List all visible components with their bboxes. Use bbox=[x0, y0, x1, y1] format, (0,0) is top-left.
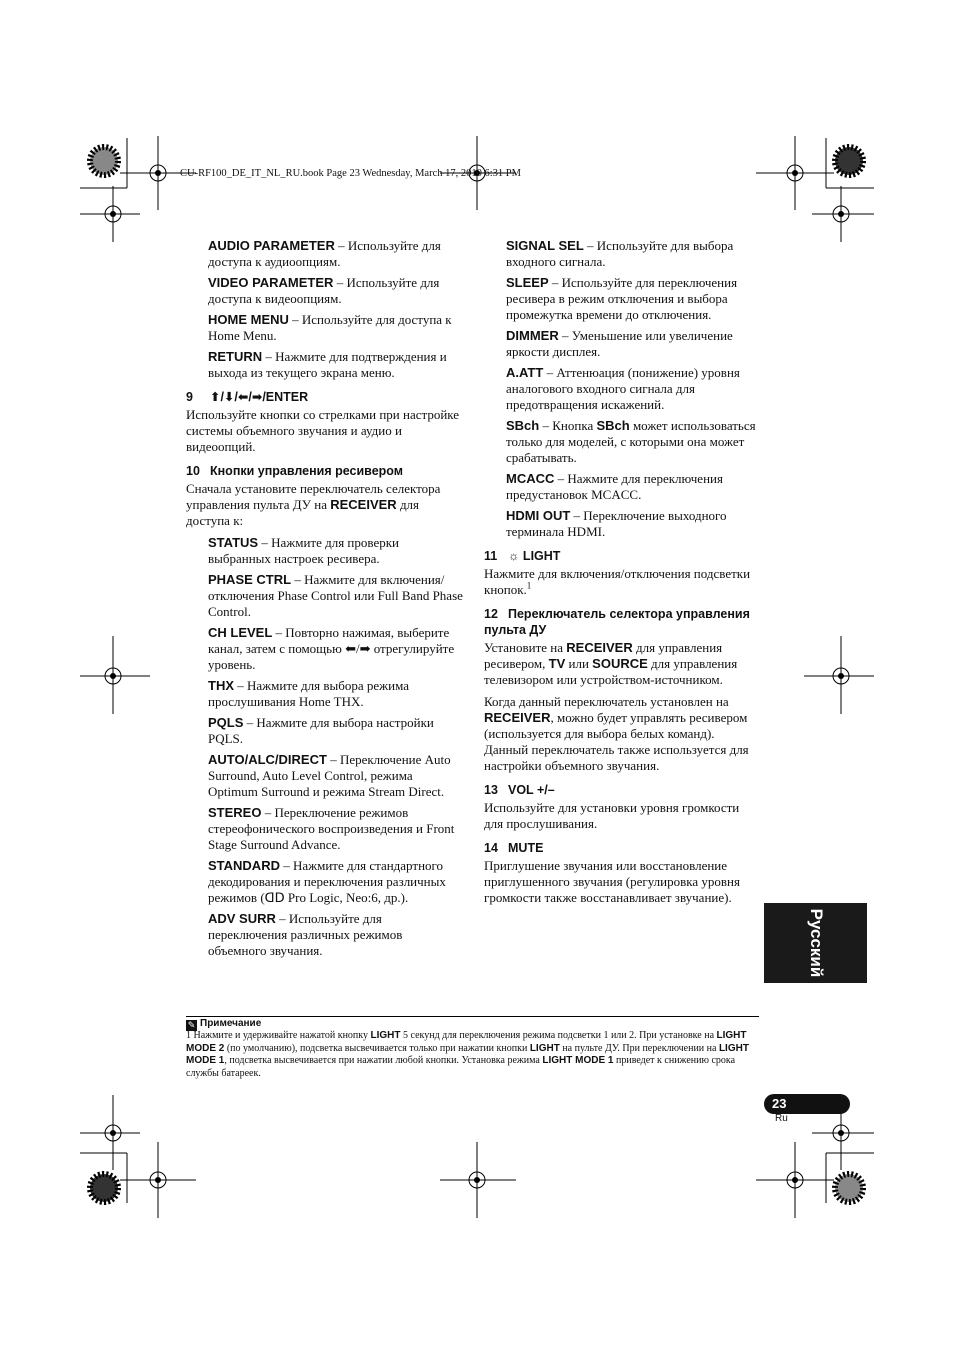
control-entry bbox=[208, 625, 464, 673]
section-14-title: MUTE bbox=[508, 841, 544, 855]
control-desc: – Нажмите для включения/отключения Phase Control или Full Band Phase Control. bbox=[208, 572, 463, 619]
control-desc: – Используйте для доступа к аудиоопциям. bbox=[208, 238, 441, 269]
control-entry bbox=[208, 535, 464, 567]
section-11-number: 11 bbox=[484, 549, 498, 563]
key-term: SOURCE bbox=[592, 656, 648, 671]
key-term: LIGHT bbox=[529, 1042, 560, 1054]
control-desc: – Используйте для доступа к видеоопциям. bbox=[208, 275, 440, 306]
left-column bbox=[186, 238, 464, 964]
note-body bbox=[186, 1030, 760, 1080]
text-run: (по умолчанию), подсветка высвечивается только при нажатии кнопки bbox=[224, 1042, 530, 1054]
control-entry bbox=[208, 911, 464, 959]
control-entry bbox=[208, 238, 464, 270]
section-11-body: Нажмите для включения/отключения подсветки кнопок. bbox=[484, 566, 751, 597]
control-desc: – Используйте для переключения ресивера в режим отключения и выбора промежутка времени до отключения. bbox=[506, 275, 738, 322]
control-key: DIMMER bbox=[506, 328, 559, 343]
section-14-text: Приглушение звучания или восстановление приглушенного звучания (регулировка уровня громкости также восстанавливает звучание). bbox=[484, 858, 740, 905]
text-run: 1 Нажмите и удерживайте нажатой кнопку bbox=[186, 1030, 371, 1041]
key-term: LIGHT MODE 2 bbox=[186, 1030, 747, 1054]
intro-text-a: Сначала установите переключатель селектора управления пульта ДУ на bbox=[186, 481, 441, 512]
control-desc: – Переключение Auto Surround, Auto Level Control, режима Optimum Surround и режима Stream Direct. bbox=[208, 752, 451, 799]
text-run: , подсветка высвечивается при нажатии любой кнопки. Установка режима bbox=[224, 1055, 543, 1066]
section-14-heading bbox=[484, 840, 760, 856]
control-entry bbox=[506, 508, 760, 540]
note-title: Примечание bbox=[200, 1018, 262, 1029]
right-entries bbox=[484, 238, 760, 540]
control-key: AUTO/ALC/DIRECT bbox=[208, 752, 327, 767]
control-desc: – Нажмите для выбора режима прослушивания Home THX. bbox=[208, 678, 409, 709]
control-key: A.ATT bbox=[506, 365, 544, 380]
section-11-text bbox=[484, 566, 760, 598]
control-key: SIGNAL SEL bbox=[506, 238, 584, 253]
section-12-heading bbox=[484, 606, 760, 638]
control-desc: – Используйте для выбора входного сигнала. bbox=[506, 238, 734, 269]
control-key: STANDARD bbox=[208, 858, 280, 873]
section-12-number: 12 bbox=[484, 607, 498, 621]
section-14-number: 14 bbox=[484, 841, 498, 855]
control-key: MCACC bbox=[506, 471, 555, 486]
control-entry bbox=[506, 365, 760, 413]
control-entry bbox=[506, 418, 760, 466]
section-11-title: ☼ LIGHT bbox=[508, 549, 561, 563]
page-number: 23 bbox=[772, 1096, 787, 1111]
control-key: SBch bbox=[596, 418, 630, 433]
section-11-heading bbox=[484, 548, 760, 564]
control-desc: – Нажмите для стандартного декодирования и переключения различных режимов (ᗡᗞ Pro Logic, Neo:6, др.). bbox=[208, 858, 446, 905]
control-key: HDMI OUT bbox=[506, 508, 571, 523]
section-10-heading bbox=[186, 463, 464, 479]
control-entry bbox=[506, 471, 760, 503]
text-run: , можно будет управлять ресивером (используется для выбора белых команд). Данный переключатель также используется для настройки объемного звучания. bbox=[484, 710, 749, 773]
control-key: THX bbox=[208, 678, 234, 693]
text-run: Когда данный переключатель установлен на bbox=[484, 694, 729, 709]
control-key: STATUS bbox=[208, 535, 259, 550]
control-desc: – Нажмите для подтверждения и выхода из текущего экрана меню. bbox=[208, 349, 447, 380]
text-run: для управления ресивером, bbox=[484, 640, 723, 671]
control-desc: – Повторно нажимая, выберите канал, затем с помощью ⬅/➡ отрегулируйте уровень. bbox=[208, 625, 455, 672]
control-desc: – Используйте для доступа к Home Menu. bbox=[208, 312, 452, 343]
section-13-text: Используйте для установки уровня громкости для прослушивания. bbox=[484, 800, 740, 831]
key-term: LIGHT MODE 1 bbox=[186, 1042, 749, 1066]
control-entry bbox=[208, 858, 464, 906]
key-term: RECEIVER bbox=[484, 710, 551, 725]
text-run: Установите на bbox=[484, 640, 567, 655]
control-key: STEREO bbox=[208, 805, 262, 820]
section-13-heading bbox=[484, 782, 760, 798]
control-key: AUDIO PARAMETER bbox=[208, 238, 335, 253]
left-entries-bottom bbox=[186, 535, 464, 959]
section-9-number: 9 bbox=[186, 390, 193, 404]
print-header: CU-RF100_DE_IT_NL_RU.book Page 23 Wednesday, March 17, 2010 6:31 PM bbox=[180, 168, 521, 179]
section-10-number: 10 bbox=[186, 464, 200, 478]
key-term: LIGHT bbox=[370, 1030, 401, 1041]
text-run: 5 секунд для переключения режима подсветки 1 или 2. При установке на bbox=[400, 1030, 717, 1041]
control-key: PQLS bbox=[208, 715, 244, 730]
control-key: HOME MENU bbox=[208, 312, 289, 327]
control-entry bbox=[208, 312, 464, 344]
control-entry bbox=[208, 805, 464, 853]
control-desc: – Нажмите для переключения предустановок MCACC. bbox=[506, 471, 723, 502]
control-desc: – Уменьшение или увеличение яркости дисплея. bbox=[506, 328, 733, 359]
section-12-para-2 bbox=[484, 694, 760, 774]
control-desc: – Кнопка bbox=[539, 418, 597, 433]
control-key: VIDEO PARAMETER bbox=[208, 275, 334, 290]
control-entry bbox=[208, 752, 464, 800]
section-12-title: Переключатель селектора управления пульта ДУ bbox=[484, 607, 750, 637]
text-run: на пульте ДУ. При переключении на bbox=[559, 1042, 719, 1054]
key-term: LIGHT MODE 1 bbox=[542, 1055, 614, 1066]
section-9-text: Используйте кнопки со стрелками при настройке системы объемного звучания и аудио и видеоопций. bbox=[186, 407, 460, 454]
text-run: для управления телевизором или устройством-источником. bbox=[484, 656, 738, 687]
key-term: TV bbox=[548, 656, 566, 671]
section-10-title: Кнопки управления ресивером bbox=[210, 464, 403, 478]
control-key: SLEEP bbox=[506, 275, 549, 290]
control-entry bbox=[506, 238, 760, 270]
control-desc: – Используйте для переключения различных режимов объемного звучания. bbox=[208, 911, 403, 958]
control-desc: – Переключение режимов стереофонического воспроизведения и Front Stage Surround Advance. bbox=[208, 805, 455, 852]
text-run: или bbox=[565, 656, 593, 671]
note-divider bbox=[186, 1016, 759, 1017]
control-key: SBch bbox=[506, 418, 540, 433]
control-key: CH LEVEL bbox=[208, 625, 273, 640]
left-entries-top bbox=[186, 238, 464, 381]
section-10-intro bbox=[186, 481, 464, 529]
section-9-title: ⬆/⬇/⬅/➡/ENTER bbox=[210, 390, 309, 404]
control-key: RETURN bbox=[208, 349, 263, 364]
intro-text-b: для доступа к: bbox=[186, 497, 420, 528]
page-language: Ru bbox=[775, 1113, 788, 1124]
footnote-ref: 1 bbox=[526, 580, 532, 591]
text-run: приведет к снижению срока службы батареек. bbox=[186, 1055, 736, 1079]
right-column bbox=[484, 238, 760, 912]
control-desc: может использоваться только для моделей, с которыми она может срабатывать. bbox=[506, 418, 756, 465]
control-entry bbox=[208, 572, 464, 620]
control-entry bbox=[208, 349, 464, 381]
note-pencil-icon: ✎ bbox=[187, 1020, 196, 1030]
language-side-tab bbox=[764, 903, 867, 983]
control-entry bbox=[208, 715, 464, 747]
language-side-tab-label: Русский bbox=[807, 908, 826, 978]
control-desc: – Переключение выходного терминала HDMI. bbox=[506, 508, 727, 539]
section-13-title: VOL +/– bbox=[508, 783, 555, 797]
section-12-para-1 bbox=[484, 640, 760, 688]
intro-key: RECEIVER bbox=[330, 497, 397, 512]
key-term: RECEIVER bbox=[566, 640, 633, 655]
control-entry bbox=[208, 678, 464, 710]
control-desc: – Нажмите для проверки выбранных настроек ресивера. bbox=[208, 535, 399, 566]
control-key: PHASE CTRL bbox=[208, 572, 292, 587]
section-9-heading bbox=[186, 389, 464, 405]
control-key: ADV SURR bbox=[208, 911, 276, 926]
control-entry bbox=[506, 275, 760, 323]
control-entry bbox=[208, 275, 464, 307]
control-desc: – Нажмите для выбора настройки PQLS. bbox=[208, 715, 434, 746]
control-desc: – Аттенюация (понижение) уровня аналогового входного сигнала для предотвращения искажений. bbox=[506, 365, 740, 412]
section-13-number: 13 bbox=[484, 783, 498, 797]
control-entry bbox=[506, 328, 760, 360]
